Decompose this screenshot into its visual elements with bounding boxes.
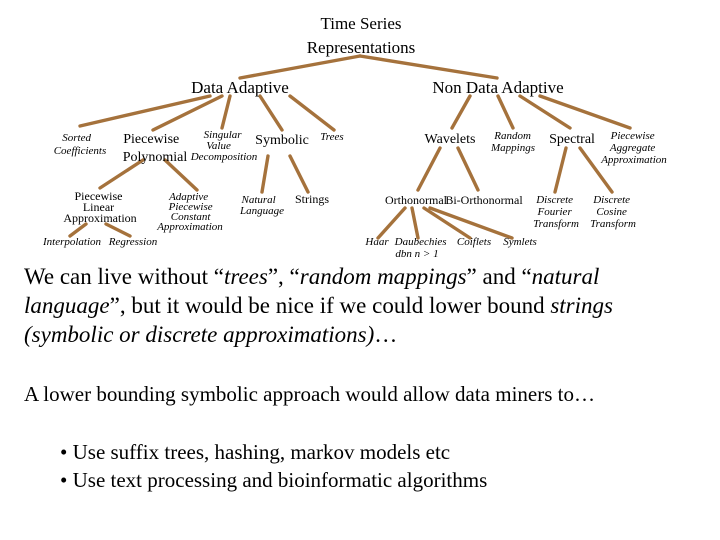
dft-label: Discrete Fourier Transform [533, 194, 579, 230]
para1-strings: strings (symbolic or discrete approximations) [24, 293, 613, 347]
para1-trees: trees [223, 264, 268, 289]
wavelets-label: Wavelets [424, 132, 476, 147]
dct-label: Discrete Cosine Transform [590, 194, 636, 230]
spectral-label: Spectral [549, 132, 595, 147]
para1-text: ” and “ [466, 264, 532, 289]
svd-label: Singular Value Decomposition [190, 129, 258, 163]
branch [452, 96, 470, 128]
symlets-label: Symlets [503, 236, 537, 248]
bullet-item: • Use suffix trees, hashing, markov models etc [60, 440, 451, 464]
branch [555, 148, 566, 192]
regression-label: Regression [108, 236, 158, 248]
branch [262, 156, 268, 192]
branch [412, 208, 418, 238]
slide-body [24, 262, 704, 492]
branch [418, 148, 440, 190]
paragraph-wishlist [24, 262, 704, 349]
random-mappings-label: Random Mappings [491, 130, 535, 154]
branch [360, 56, 497, 78]
piecewise-polynomial-label: Piecewise Polynomial [122, 132, 188, 165]
biorthonormal-label: Bi-Orthonormal [445, 193, 523, 207]
natural-language-label: Natural Language [240, 194, 284, 217]
paa-label: Piecewise Aggregate Approximation [601, 130, 667, 166]
branch [378, 208, 405, 238]
branch [458, 148, 478, 190]
branch [260, 96, 282, 130]
para1-text: ”, “ [267, 264, 300, 289]
data-adaptive-label: Data Adaptive [191, 78, 289, 97]
trees-label: Trees [320, 131, 344, 143]
paragraph-lower-bounding: A lower bounding symbolic approach would allow data miners to… [24, 382, 595, 406]
daubechies-label: Daubechies dbn n > 1 [394, 236, 447, 260]
coiflets-label: Coiflets [456, 236, 492, 248]
branch [240, 56, 360, 78]
title-line-1: Time Series [320, 14, 402, 33]
branch [498, 96, 513, 128]
haar-label: Haar [365, 236, 389, 248]
para1-natural-language: natural language [24, 264, 600, 318]
bullet-item: • Use text processing and bioinformatic algorithms [60, 468, 488, 492]
branch [290, 156, 308, 192]
para1-text: We can live without “ [24, 264, 224, 289]
sorted-coefficients-label: Sorted Coefficients [53, 132, 107, 157]
apca-label: Adaptive Piecewise Constant Approximation [157, 191, 223, 233]
para1-text: ”, but it would be nice if we could lower bound [109, 293, 551, 318]
orthonormal-label: Orthonormal [385, 193, 447, 207]
branch [520, 96, 570, 128]
interpolation-label: Interpolation [42, 236, 102, 248]
branch [290, 96, 334, 130]
pla-label: Piecewise Linear Approximation [63, 189, 137, 225]
branch [430, 208, 512, 238]
branch [106, 224, 130, 236]
title-line-2: Representations [306, 38, 416, 57]
branch [222, 96, 230, 128]
strings-label: Strings [294, 192, 330, 206]
non-data-adaptive-label: Non Data Adaptive [432, 78, 564, 97]
para1-text: … [374, 322, 398, 347]
bullet-list [60, 438, 487, 494]
tree-labels [42, 14, 667, 260]
symbolic-label: Symbolic [255, 133, 309, 148]
para1-random-mappings: random mappings [299, 264, 467, 289]
branch [540, 96, 630, 128]
branch [70, 224, 86, 236]
